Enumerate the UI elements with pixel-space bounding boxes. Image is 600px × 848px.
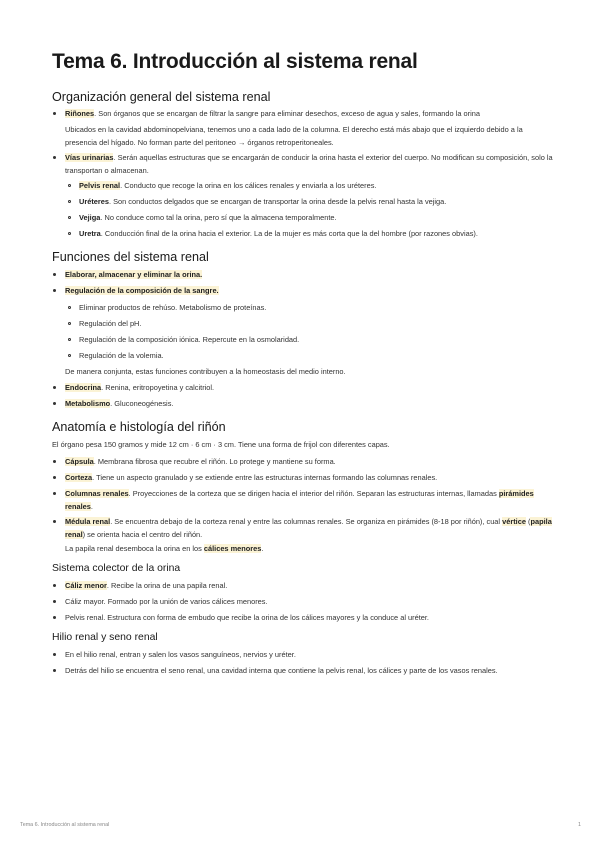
text: . Membrana fibrosa que recubre el riñón. Lo protege y mantiene su forma. (93, 457, 336, 466)
text: . Son órganos que se encargan de filtrar la sangre para eliminar desechos, exceso de agua y sales, formando la orina (94, 109, 480, 118)
section-heading-organizacion: Organización general del sistema renal (52, 90, 271, 104)
paragraph (65, 542, 545, 555)
page-number: 1 (578, 822, 581, 828)
list-item (65, 579, 545, 592)
term: cálices menores (203, 544, 262, 553)
text: . Serán aquellas estructuras que se encargarán de conducir la orina hasta el exterior del cuerpo. No modifican su composición, solo la transportan o almacenan. (65, 153, 553, 175)
page-title: Tema 6. Introducción al sistema renal (52, 50, 418, 73)
list-item: En el hilio renal, entran y salen los vasos sanguíneos, nervios y uréter. (65, 648, 545, 661)
text: . Se encuentra debajo de la corteza renal y entre las columnas renales. Se organiza en pirámides (8-18 por riñón), cual (110, 517, 503, 526)
paragraph: Ubicados en la cavidad abdominopelviana, tenemos uno a cada lado de la columna. El derecho está más abajo que el izquierdo debido a la presencia del hígado. No forman parte del peritoneo → órganos retroperitoneales. (65, 125, 523, 147)
term: Metabolismo (65, 399, 111, 408)
term: Vías urinarias (65, 153, 114, 162)
text: . Tiene un aspecto granulado y se extiende entre las estructuras internas formando las columnas renales. (92, 473, 438, 482)
list-item (65, 455, 545, 468)
term: Cápsula (65, 457, 94, 466)
term: Corteza (65, 473, 93, 482)
list-item: Detrás del hilio se encuentra el seno renal, una cavidad interna que contiene la pelvis renal, los cálices y parte de los vasos renales. (65, 664, 555, 677)
term: Riñones (65, 109, 95, 118)
list-item (65, 151, 553, 177)
term: Pelvis renal (79, 181, 121, 190)
list-item (65, 284, 545, 297)
term: Uréteres (79, 197, 109, 206)
section-heading-funciones: Funciones del sistema renal (52, 250, 209, 264)
term: Endocrina (65, 383, 102, 392)
list-item: Cáliz mayor. Formado por la unión de varios cálices menores. (65, 595, 545, 608)
term: papila renal (65, 517, 552, 539)
text: . Gluconeogénesis. (110, 399, 174, 408)
list-item (65, 487, 551, 513)
list-item (79, 211, 549, 224)
term: vértice (502, 517, 526, 526)
text: . Recibe la orina de una papila renal. (106, 581, 228, 590)
term: Uretra (79, 229, 101, 238)
term: Regulación de la composición de la sangre. (65, 286, 219, 295)
text: . (90, 502, 93, 511)
list-item (79, 179, 549, 192)
section-heading-sistema-colector: Sistema colector de la orina (52, 563, 181, 574)
text: . Conducto que recoge la orina en los cálices renales y enviarla a los uréteres. (120, 181, 377, 190)
list-item (79, 227, 557, 240)
text: La papila renal desemboca la orina en los (65, 544, 204, 553)
list-item (65, 471, 553, 484)
list-item: Regulación del pH. (79, 317, 549, 330)
paragraph: De manera conjunta, estas funciones contribuyen a la homeostasis del medio interno. (65, 367, 346, 376)
term: Vejiga (79, 213, 101, 222)
text: ) se orienta hacia el centro del riñón. (82, 530, 203, 539)
term: Elaborar, almacenar y eliminar la orina. (65, 270, 203, 279)
term: Columnas renales (65, 489, 129, 498)
list-item (65, 107, 558, 120)
list-item (65, 381, 545, 394)
text: . Proyecciones de la corteza que se dirigen hacia el interior del riñón. Separan las estructuras internas, llamadas (128, 489, 499, 498)
list-item: Regulación de la volemia. (79, 349, 549, 362)
footer-title: Tema 6. Introducción al sistema renal (20, 822, 110, 828)
text: . Renina, eritropoyetina y calcitriol. (101, 383, 215, 392)
list-item: Regulación de la composición iónica. Repercute en la osmolaridad. (79, 333, 549, 346)
list-item (65, 515, 553, 541)
text: . Son conductos delgados que se encargan de transportar la orina desde la pelvis renal hasta la vejiga. (109, 197, 447, 206)
term: Médula renal (65, 517, 111, 526)
list-item (65, 268, 545, 281)
term: pirámides renales (65, 489, 534, 511)
list-item: Eliminar productos de rehúso. Metabolismo de proteínas. (79, 301, 549, 314)
text: . No conduce como tal la orina, pero sí que la almacena temporalmente. (100, 213, 337, 222)
text: ( (525, 517, 531, 526)
list-item (65, 397, 545, 410)
text: . Conducción final de la orina hacia el exterior. La de la mujer es más corta que la del hombre (por razones obvias). (100, 229, 478, 238)
term: Cáliz menor (65, 581, 107, 590)
list-item: Pelvis renal. Estructura con forma de embudo que recibe la orina de los cálices mayores y la conduce al uréter. (65, 611, 545, 624)
section-heading-anatomia: Anatomía e histología del riñón (52, 420, 226, 434)
text: . (261, 544, 264, 553)
list-item (79, 195, 549, 208)
section-heading-hilio: Hilio renal y seno renal (52, 632, 158, 643)
paragraph: El órgano pesa 150 gramos y mide 12 cm · 6 cm · 3 cm. Tiene una forma de frijol con diferentes capas. (52, 440, 390, 449)
